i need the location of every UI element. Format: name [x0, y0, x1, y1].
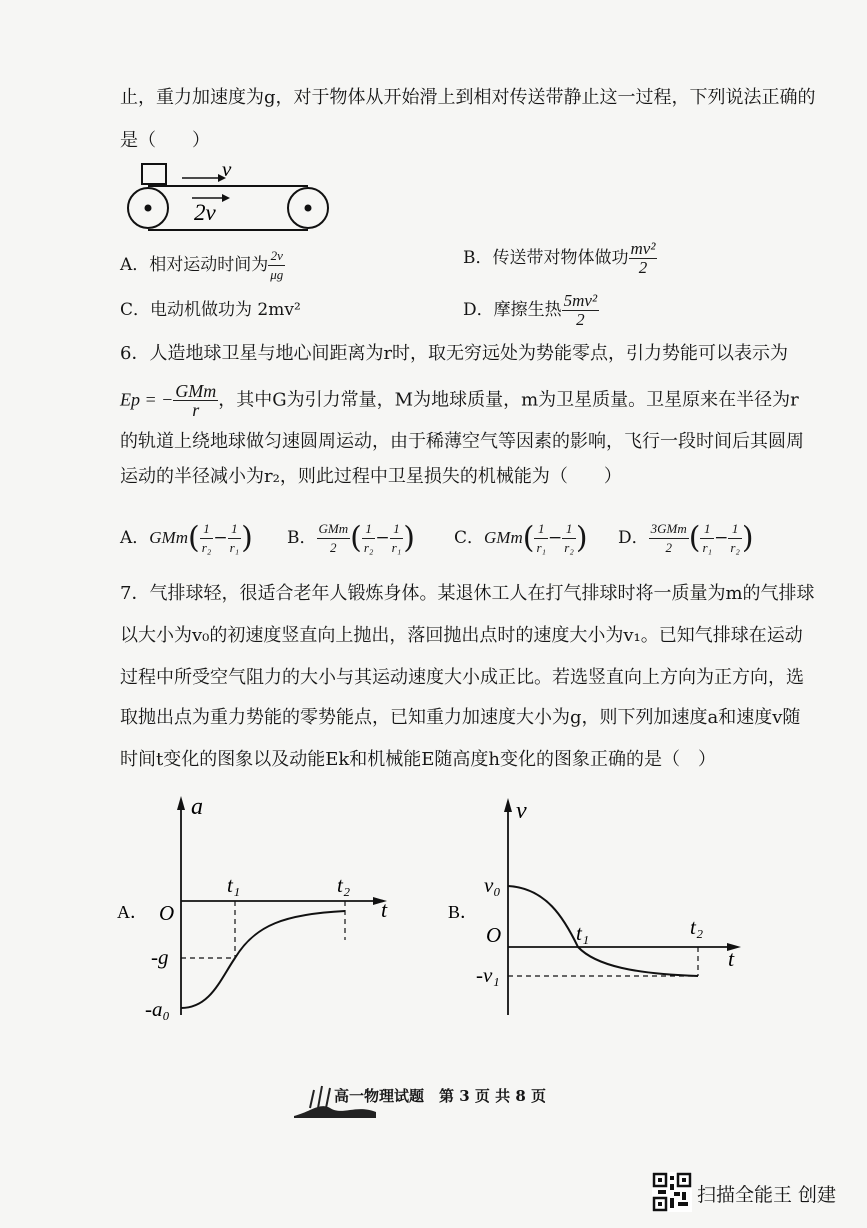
graph-a-t1: t₁: [227, 873, 241, 897]
q7-stem-line5: 时间t变化的图象以及动能Ek和机械能E随高度h变化的图象正确的是（ ）: [120, 749, 717, 770]
graph-a-curve: [181, 911, 345, 1008]
q6-option-d: D． $\frac{\text{3GMm}}{2}$ ( $\frac{1}{\text{r₁}}$ − $\frac{1}{\text{r₂}}$ ): [618, 520, 754, 556]
graph-b-neg-v1: -v₁: [476, 963, 500, 987]
q5-stem-line1: 止，重力加速度为g，对于物体从开始滑上到相对传送带静止这一过程，下列说法正确的: [120, 87, 816, 108]
q6-option-b: B． $\frac{\text{GMm}}{2}$ ( $\frac{1}{\text{r₂}}$ − $\frac{1}{\text{r₁}}$ ): [287, 520, 415, 556]
graph-b-t2: t₂: [690, 915, 704, 939]
block: [142, 164, 166, 184]
q6-stem-line3: 的轨道上绕地球做匀速圆周运动，由于稀薄空气等因素的影响，飞行一段时间后其圆周: [120, 431, 804, 452]
q7-stem-line4: 取抛出点为重力势能的零势能点，已知重力加速度大小为g，则下列加速度a和速度v随: [120, 707, 801, 728]
graph-a-y-label: a: [191, 794, 203, 820]
graph-a-x-label: t: [381, 897, 388, 922]
2v-label: 2v: [194, 200, 216, 225]
qr-code-icon: [652, 1172, 692, 1212]
q6-stem-line2: Ep = − $\frac{\text{GMm}}{r}$ ，其中G为引力常量，M为地球质量，m为卫星质量。卫星原来在半径为r: [120, 381, 799, 420]
graph-a-neg-a0: -a₀: [145, 997, 170, 1021]
graph-b-curve: [508, 886, 698, 976]
graph-b-origin: O: [486, 923, 502, 947]
scanner-watermark: 扫描全能王 创建: [697, 1184, 837, 1206]
graph-a-option-label: A．: [117, 902, 148, 922]
q5-option-c: C．电动机做功为 2mv²: [120, 300, 301, 320]
graph-b-v0: v₀: [484, 873, 501, 897]
conveyor-diagram: [122, 158, 337, 238]
q6-option-c: C．GMm( $\frac{1}{\text{r₁}}$ − $\frac{1}{\text{r₂}}$ ): [454, 520, 588, 556]
page-footer: 高一物理试题 第 3 页 共 8 页: [334, 1087, 546, 1105]
graph-b-x-label: t: [728, 946, 735, 971]
graph-b: [446, 790, 766, 1030]
q6-option-a: A．GMm( $\frac{1}{\text{r₂}}$ − $\frac{1}{\text{r₁}}$ ): [120, 520, 253, 556]
q5-option-a: A．相对运动时间为 $\frac{2v}{\mu g}$: [120, 248, 284, 282]
q7-stem-line1: 7．气排球轻，很适合老年人锻炼身体。某退休工人在打气排球时将一质量为m的气排球: [120, 583, 815, 604]
graph-b-option-label: B．: [448, 902, 479, 922]
q6-stem-line4: 运动的半径减小为r₂，则此过程中卫星损失的机械能为（ ）: [120, 466, 622, 487]
graph-b-t1: t₁: [576, 921, 590, 945]
graph-a-neg-g: -g: [151, 945, 169, 969]
graph-a: [115, 790, 405, 1030]
q5-stem-line2: 是（ ）: [120, 130, 210, 151]
graph-b-y-label: v: [516, 798, 527, 824]
graph-a-origin: O: [159, 901, 175, 925]
q5-option-b: B．传送带对物体做功 $\frac{\text{mv²}}{2}$: [463, 239, 656, 277]
q5-option-d: D．摩擦生热 $\frac{\text{5mv²}}{2}$: [463, 291, 598, 329]
q7-stem-line2: 以大小为v₀的初速度竖直向上抛出，落回抛出点时的速度大小为v₁。已知气排球在运动: [120, 625, 803, 646]
q7-stem-line3: 过程中所受空气阻力的大小与其运动速度大小成正比。若选竖直向上方向为正方向，选: [120, 667, 804, 688]
v-label: v: [222, 158, 232, 181]
q6-stem-line1: 6．人造地球卫星与地心间距离为r时，取无穷远处为势能零点，引力势能可以表示为: [120, 343, 789, 364]
graph-a-t2: t₂: [337, 873, 351, 897]
